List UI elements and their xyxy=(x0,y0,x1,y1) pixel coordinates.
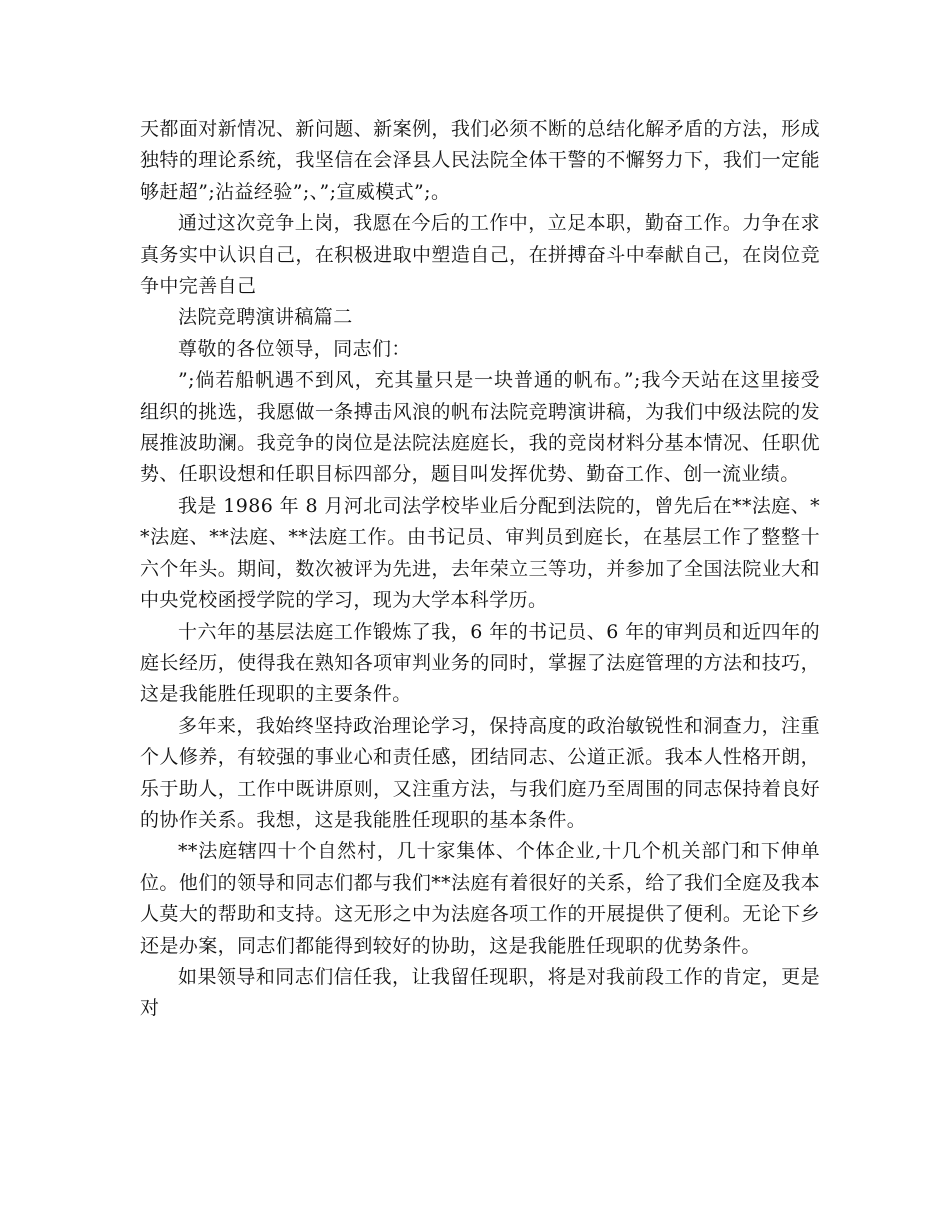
paragraph-conclusion: 通过这次竞争上岗，我愿在今后的工作中，立足本职，勤奋工作。力争在求真务实中认识自己，在积极进取中塑造自己，在拼搏奋斗中奉献自己，在岗位竞争中完善自己 xyxy=(140,212,820,298)
paragraph-closing: 如果领导和同志们信任我，让我留任现职，将是对我前段工作的肯定，更是对 xyxy=(140,965,820,1020)
paragraph-advantage: **法庭辖四十个自然村，几十家集体、个体企业,十几个机关部门和下伸单位。他们的领导和同志们都与我们**法庭有着很好的关系，给了我们全庭及我本人莫大的帮助和支持。这无形之中为法庭各项工作的开展提供了便利。无论下乡还是办案，同志们都能得到较好的协助，这是我能胜任现职的优势条件。 xyxy=(140,840,820,957)
paragraph-intro: ”;倘若船帆遇不到风，充其量只是一块普通的帆布。”;我今天站在这里接受组织的挑选，我愿做一条搏击风浪的帆布法院竞聘演讲稿，为我们中级法院的发展推波助澜。我竞争的岗位是法院法庭庭长，我的竞岗材料分基本情况、任职优势、任职设想和任职目标四部分，题目叫发挥优势、勤奋工作、创一流业绩。 xyxy=(140,369,820,486)
paragraph-continuation: 天都面对新情况、新问题、新案例，我们必须不断的总结化解矛盾的方法，形成独特的理论系统，我坚信在会泽县人民法院全体干警的不懈努力下，我们一定能够赶超”;沾益经验”;、”;宣威模式”;。 xyxy=(140,118,820,203)
paragraph-character: 多年来，我始终坚持政治理论学习，保持高度的政治敏锐性和洞查力，注重个人修养，有较强的事业心和责任感，团结同志、公道正派。我本人性格开朗，乐于助人，工作中既讲原则，又注重方法，与我们庭乃至周围的同志保持着良好的协作关系。我想，这是我能胜任现职的基本条件。 xyxy=(140,714,820,831)
document-body xyxy=(140,114,820,1025)
section-heading: 法院竞聘演讲稿篇二 xyxy=(178,306,353,329)
paragraph-experience: 十六年的基层法庭工作锻炼了我，6 年的书记员、6 年的审判员和近四年的庭长经历，使得我在熟知各项审判业务的同时，掌握了法庭管理的方法和技巧，这是我能胜任现职的主要条件。 xyxy=(140,620,820,706)
salutation: 尊敬的各位领导，同志们： xyxy=(178,337,411,360)
paragraph-background: 我是 1986 年 8 月河北司法学校毕业后分配到法院的，曾先后在**法庭、**法庭、**法庭、**法庭工作。由书记员、审判员到庭长，在基层工作了整整十六个年头。期间，数次被评为先进，去年荣立三等功，并参加了全国法院业大和中央党校函授学院的学习，现为大学本科学历。 xyxy=(140,494,820,612)
